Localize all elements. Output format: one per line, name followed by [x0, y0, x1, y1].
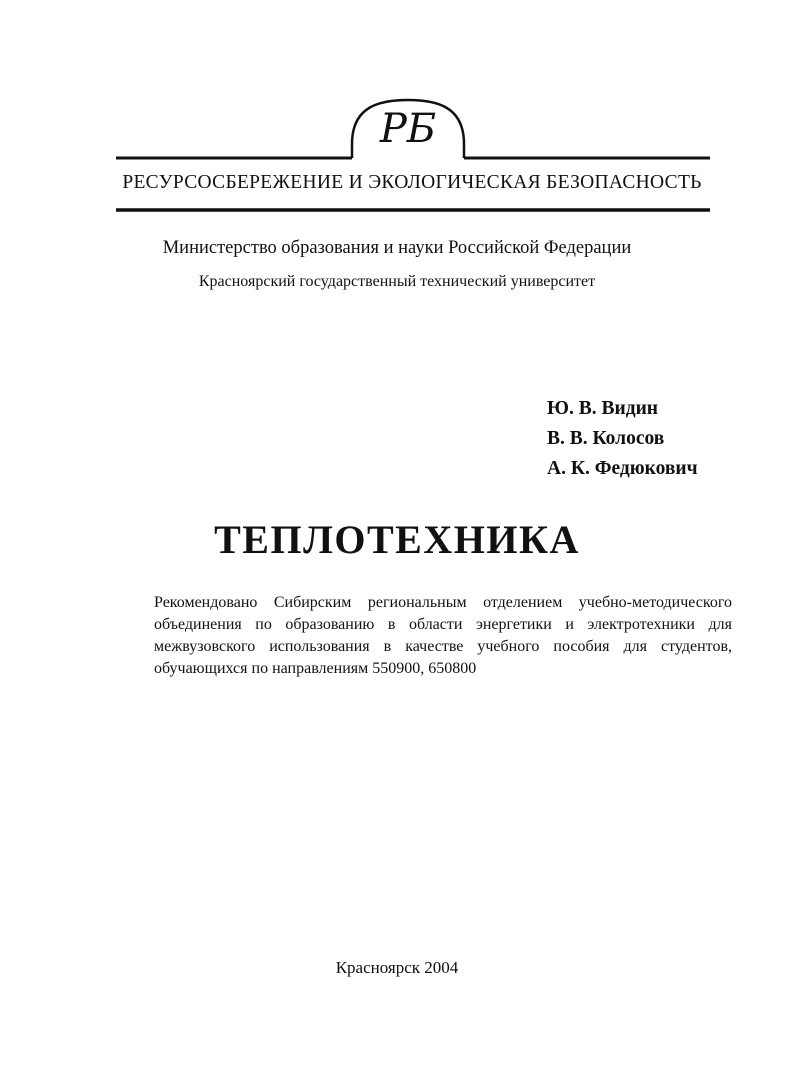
series-title: РЕСУРСОСБЕРЕЖЕНИЕ И ЭКОЛОГИЧЕСКАЯ БЕЗОПАСНОСТЬ	[122, 172, 702, 193]
monogram-logo-mark: РБ	[379, 106, 437, 152]
ministry-name: Министерство образования и науки Российской Федерации	[162, 238, 632, 258]
recommendation-text: Рекомендовано Сибирским региональным отделением учебно-методического объединения по образованию в области энергетики и электротехники для межвузовского использования в качестве учебного пособия для студентов, обучающихся по направлениям 550900, 650800	[154, 594, 732, 677]
author-list	[547, 394, 698, 484]
imprint-city-year: Красноярск 2004	[335, 958, 459, 977]
author-1: Ю. В. Видин	[547, 398, 659, 419]
university-name: Красноярский государственный технический университет	[198, 273, 596, 290]
series-logo	[112, 98, 712, 220]
author-3: А. К. Федюкович	[547, 458, 698, 479]
author-2: В. В. Колосов	[547, 428, 665, 449]
book-title: ТЕПЛОТЕХНИКА	[214, 517, 580, 562]
